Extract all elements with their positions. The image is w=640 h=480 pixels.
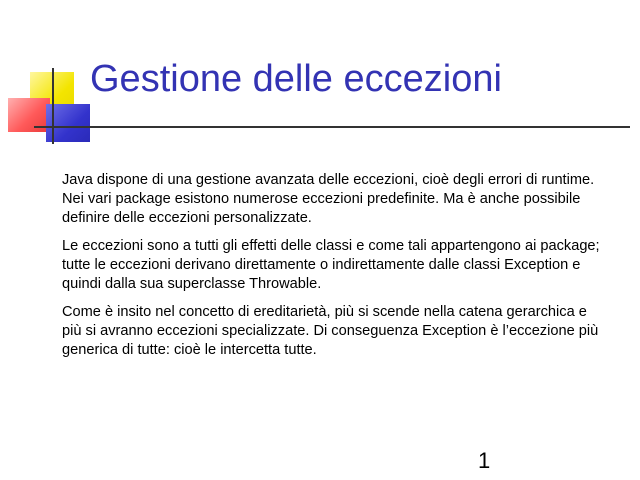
paragraph-2: Le eccezioni sono a tutti gli effetti delle classi e come tali appartengono ai package; tutte le eccezioni derivano direttamente o indirettamente dalle classi Exception e quindi dalla sua superclasse Throwable. [62, 238, 600, 292]
paragraph-3: Come è insito nel concetto di ereditarietà, più si scende nella catena gerarchica e più si avranno eccezioni specializzate. Di conseguenza Exception è l’eccezione più generica di tutte: cioè le intercetta tutte. [62, 304, 599, 358]
slide-title: Gestione delle eccezioni [90, 58, 502, 100]
decorative-vertical-line [52, 68, 54, 144]
page-number: 1 [478, 448, 491, 473]
title-underline [34, 126, 630, 128]
slide-body [62, 171, 602, 369]
paragraph-1: Java dispone di una gestione avanzata delle eccezioni, cioè degli errori di runtime. Nei vari package esistono numerose eccezioni predefinite. Ma è anche possibile definire delle eccezioni personalizzate. [62, 172, 595, 226]
